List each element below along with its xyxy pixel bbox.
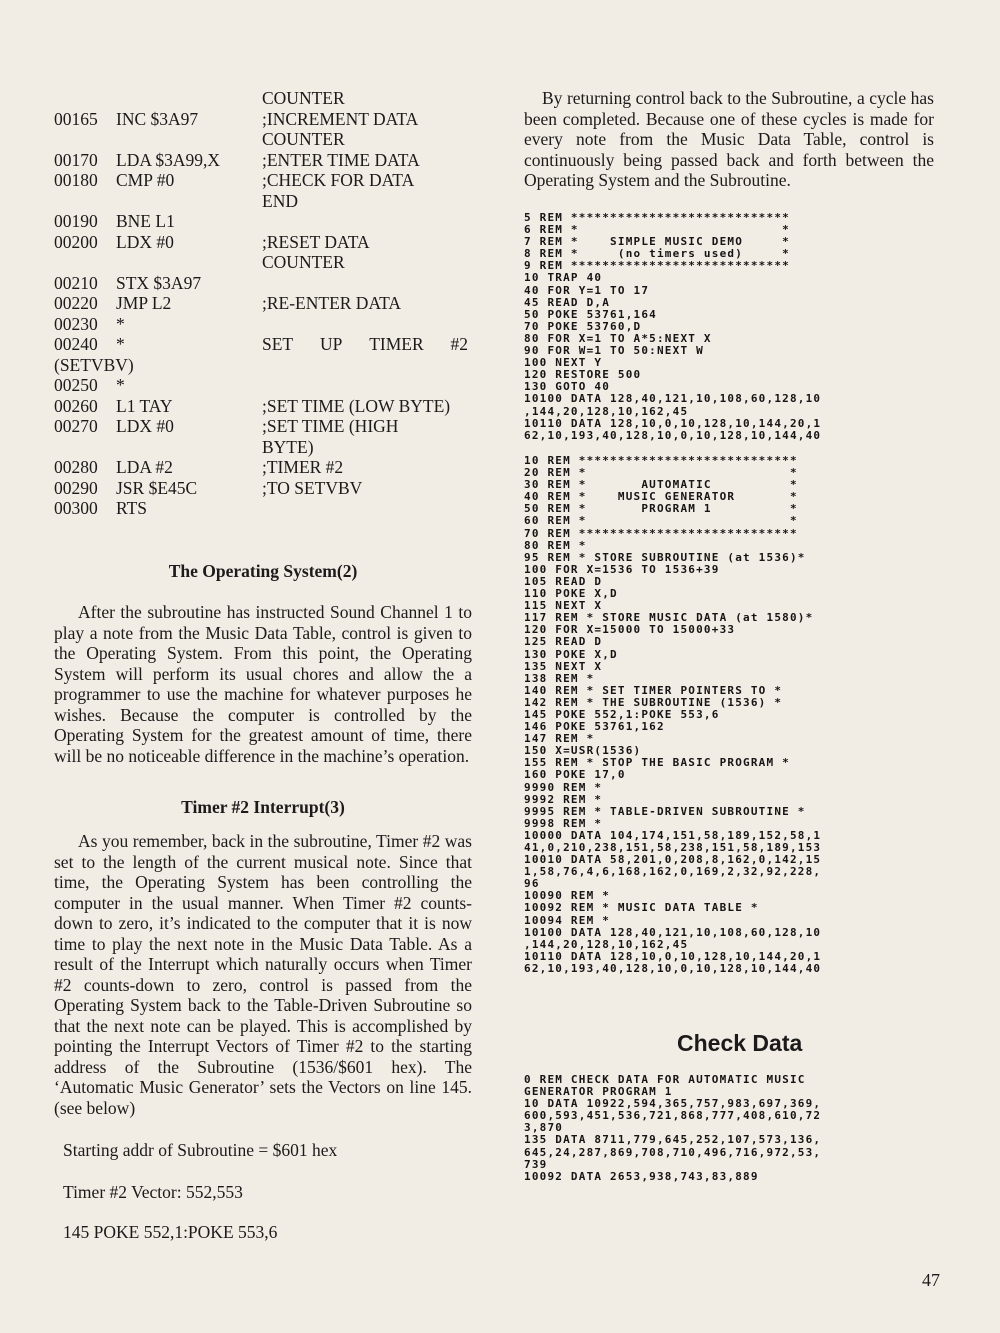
asm-comment bbox=[262, 211, 494, 232]
asm-row bbox=[54, 191, 494, 212]
asm-row bbox=[54, 109, 494, 130]
asm-comment: ;RE-ENTER DATA bbox=[262, 293, 402, 313]
asm-row bbox=[54, 150, 494, 171]
asm-comment: ;INCREMENT DATA bbox=[262, 108, 419, 129]
asm-comment: ;SET TIME (LOW BYTE) bbox=[262, 395, 451, 416]
asm-comment: ;CHECK FOR DATA bbox=[262, 170, 415, 190]
asm-comment: COUNTER bbox=[262, 252, 345, 272]
asm-row bbox=[54, 314, 494, 335]
asm-comment: ;TO SETVBV bbox=[262, 477, 363, 498]
asm-instruction: * bbox=[116, 334, 125, 354]
asm-row bbox=[54, 396, 494, 417]
asm-row bbox=[54, 129, 494, 150]
asm-row bbox=[54, 170, 494, 191]
asm-row bbox=[54, 88, 494, 109]
asm-comment bbox=[262, 314, 494, 335]
asm-line-number: 00210 bbox=[54, 272, 98, 293]
asm-comment-word: UP bbox=[319, 334, 343, 354]
asm-row bbox=[54, 355, 494, 376]
asm-row bbox=[54, 252, 494, 273]
asm-instruction: JSR $E45C bbox=[116, 477, 198, 498]
asm-instruction: CMP #0 bbox=[116, 170, 175, 190]
basic-listing-simple-music-demo: 5 REM **************************** 6 REM * * 7 REM * SIMPLE MUSIC DEMO * 8 REM * (no timers used) * 9 REM **************************** 10 TRAP 40 40 FOR Y=1 TO 17 45 READ D,A 50 POKE 53761,164 70 POKE 53760,D 80 FOR X=1 TO A*5:NEXT X 90 FOR W=1 TO 50:NEXT W 100 NEXT Y 120 RESTORE 500 130 GOTO 40 10100 DATA 128,40,121,10,108,60,128,10 ,144,20,128,10,162,45 10110 DATA 128,10,0,10,128,10,144,20,1 62,10,193,40,128,10,0,10,128,10,144,40 bbox=[524, 211, 822, 442]
asm-line-number: 00190 bbox=[54, 211, 98, 231]
asm-row bbox=[54, 375, 494, 396]
asm-instruction: RTS bbox=[116, 498, 148, 518]
asm-line-number: 00230 bbox=[54, 313, 98, 334]
assembly-listing bbox=[54, 88, 494, 519]
os-paragraph: After the subroutine has instructed Sound Channel 1 to play a note from the Music Data Table, control is given to the Operating System. From this point, the Operating System will perform its usual chores and allow the a programmer to use the machine for whatever purposes he wishes. Because the computer is controlled by the Operating System for the greatest amount of time, there will be no noticeable difference in the machine’s operation. bbox=[54, 602, 472, 766]
basic-listing-automatic-music-generator: 10 REM **************************** 20 REM * * 30 REM * AUTOMATIC * 40 REM * MUSIC GENERATOR * 50 REM * PROGRAM 1 * 60 REM * * 70 REM **************************** 80 REM * 95 REM * STORE SUBROUTINE (at 1536)* 100 FOR X=1536 TO 1536+39 105 READ D 110 POKE X,D 115 NEXT X 117 REM * STORE MUSIC DATA (at 1580)* 120 FOR X=15000 TO 15000+33 125 READ D 130 POKE X,D 135 NEXT X 138 REM * 140 REM * SET TIMER POINTERS TO * 142 REM * THE SUBROUTINE (1536) * 145 POKE 552,1:POKE 553,6 146 POKE 53761,162 147 REM * 150 X=USR(1536) 155 REM * STOP THE BASIC PROGRAM * 160 POKE 17,0 9990 REM * 9992 REM * 9995 REM * TABLE-DRIVEN SUBROUTINE * 9998 REM * 10000 DATA 104,174,151,58,189,152,58,1 41,0,210,238,151,58,238,151,58,189,153 10010 DATA 58,201,0,208,8,162,0,142,15 1,58,76,4,6,168,162,0,169,2,32,92,228, 96 10090 REM * 10092 REM * MUSIC DATA TABLE * 10094 REM * 10100 DATA 128,40,121,10,108,60,128,10 ,144,20,128,10,162,45 10110 DATA 128,10,0,10,128,10,144,20,1 62,10,193,40,128,10,0,10,128,10,144,40 bbox=[524, 454, 822, 975]
asm-instruction: STX $3A97 bbox=[116, 272, 202, 293]
asm-comment bbox=[262, 375, 494, 396]
asm-line-number: 00165 bbox=[54, 108, 98, 129]
asm-line-number: 00300 bbox=[54, 498, 98, 518]
asm-line-number: 00270 bbox=[54, 416, 98, 436]
asm-row bbox=[54, 478, 494, 499]
asm-comment: END bbox=[262, 190, 298, 211]
asm-row bbox=[54, 293, 494, 314]
timer-vector-line: Timer #2 Vector: 552,553 bbox=[63, 1182, 243, 1202]
check-data-title: Check Data bbox=[677, 1030, 803, 1056]
asm-line-number: 00170 bbox=[54, 149, 98, 170]
asm-line-number: 00200 bbox=[54, 231, 98, 252]
asm-line-number: 00260 bbox=[54, 395, 98, 416]
asm-instruction: * bbox=[116, 313, 125, 334]
asm-line-number: 00280 bbox=[54, 457, 98, 477]
asm-row bbox=[54, 211, 494, 232]
asm-comment-word: TIMER bbox=[369, 334, 424, 354]
asm-row bbox=[54, 416, 494, 437]
asm-row bbox=[54, 273, 494, 294]
asm-comment-word: #2 bbox=[450, 334, 468, 354]
asm-instruction: LDX #0 bbox=[116, 416, 174, 436]
timer-heading: Timer #2 Interrupt(3) bbox=[181, 797, 345, 817]
asm-line-number: 00220 bbox=[54, 293, 98, 313]
asm-comment-wrap: (SETVBV) bbox=[54, 354, 134, 375]
asm-comment bbox=[262, 498, 494, 519]
asm-comment: ;RESET DATA bbox=[262, 231, 370, 252]
asm-comment: COUNTER bbox=[262, 129, 345, 149]
asm-instruction: JMP L2 bbox=[116, 293, 172, 313]
asm-instruction: LDX #0 bbox=[116, 231, 174, 252]
asm-instruction: * bbox=[116, 375, 125, 395]
asm-comment: ;TIMER #2 bbox=[262, 457, 344, 477]
start-address-line: Starting addr of Subroutine = $601 hex bbox=[63, 1140, 338, 1160]
asm-instruction: INC $3A97 bbox=[116, 108, 199, 129]
asm-line-number: 00180 bbox=[54, 170, 98, 190]
asm-comment: ;SET TIME (HIGH bbox=[262, 416, 399, 436]
asm-row bbox=[54, 498, 494, 519]
asm-comment bbox=[262, 273, 494, 294]
poke-line: 145 POKE 552,1:POKE 553,6 bbox=[63, 1222, 278, 1242]
right-paragraph: By returning control back to the Subroutine, a cycle has been completed. Because one of these cycles is made for every note from the Music Data Table, control is continuously being passed back and forth between the Operating System and the Subroutine. bbox=[524, 88, 934, 190]
asm-row bbox=[54, 437, 494, 458]
timer-paragraph: As you remember, back in the subroutine, Timer #2 was set to the length of the current musical note. Since that time, the Operating System has been controlling the computer in the usual manner. When Timer #2 counts-down to zero, it’s indicated to the computer that it is now time to play the next note in the Music Data Table. As a result of the Interrupt which naturally occurs when Timer #2 counts-down to zero, control is passed from the Operating System back to the Table-Driven Subroutine so that the next note can be played. This is accomplished by pointing the Interrupt Vectors of Timer #2 to the starting address of the Subroutine (1536/$601 hex). The ‘Automatic Music Generator’ sets the Vectors on line 145. (see below) bbox=[54, 831, 472, 1118]
asm-row bbox=[54, 457, 494, 478]
os-heading: The Operating System(2) bbox=[168, 561, 358, 581]
asm-comment: BYTE) bbox=[262, 436, 314, 457]
asm-comment: ;ENTER TIME DATA bbox=[262, 149, 420, 170]
asm-instruction: BNE L1 bbox=[116, 211, 175, 231]
asm-comment: COUNTER bbox=[262, 88, 345, 108]
asm-line-number: 00240 bbox=[54, 334, 98, 354]
asm-row bbox=[54, 334, 494, 355]
basic-listing-check-data: 0 REM CHECK DATA FOR AUTOMATIC MUSIC GENERATOR PROGRAM 1 10 DATA 10922,594,365,757,983,697,369, 600,593,451,536,721,868,777,408,610,72 3,870 135 DATA 8711,779,645,252,107,573,136, 645,24,287,869,708,710,496,716,972,53, 739 10092 DATA 2653,938,743,83,889 bbox=[524, 1073, 822, 1183]
asm-comment-word: SET bbox=[262, 334, 294, 354]
asm-row bbox=[54, 232, 494, 253]
asm-line-number: 00250 bbox=[54, 375, 98, 395]
asm-instruction: L1 TAY bbox=[116, 395, 173, 416]
asm-instruction: LDA #2 bbox=[116, 457, 173, 477]
asm-line-number: 00290 bbox=[54, 477, 98, 498]
asm-instruction: LDA $3A99,X bbox=[116, 149, 221, 170]
page-number: 47 bbox=[922, 1270, 940, 1290]
